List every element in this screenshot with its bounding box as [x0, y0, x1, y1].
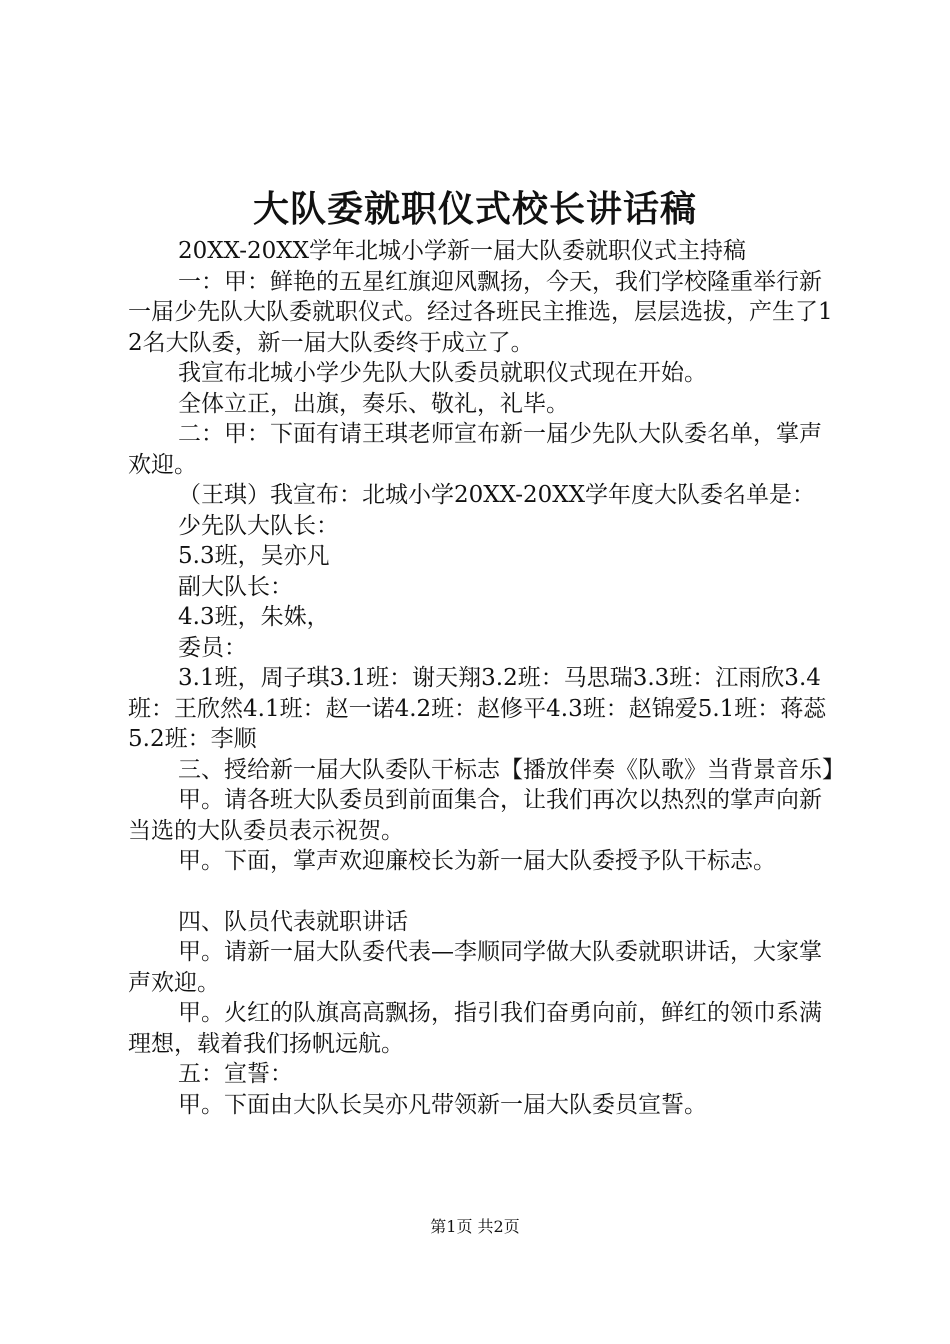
paragraph-section-three: 三、授给新一届大队委队干标志【播放伴奏《队歌》当背景音乐】: [178, 756, 845, 783]
paragraph-flag-poem: 甲。火红的队旗高高飘扬，指引我们奋勇向前，鲜红的领巾系满理想，载着我们扬帆远航。: [128, 1000, 822, 1057]
paragraph-section-two: 二：甲：下面有请王琪老师宣布新一届少先队大队委名单，掌声欢迎。: [128, 421, 822, 478]
paragraph-members-label: 委员：: [178, 634, 247, 661]
paragraph-captain-label: 少先队大队长：: [178, 512, 339, 539]
paragraph-principal: 甲。下面，掌声欢迎廉校长为新一届大队委授予队干标志。: [178, 848, 776, 874]
paragraph-opening: 一：甲：鲜艳的五星红旗迎风飘扬，今天，我们学校隆重举行新一届少先队大队委就职仪式。经过各班民主推选，层层选拔，产生了12名大队委，新一届大队委终于成立了。: [128, 268, 833, 356]
paragraph-gather: 甲。请各班大队委员到前面集合，让我们再次以热烈的掌声向新当选的大队委员表示祝贺。: [128, 787, 822, 844]
paragraph-captain-name: 5.3班，吴亦凡: [178, 543, 330, 569]
paragraph-list-intro: （王琪）我宣布：北城小学20XX-20XX学年度大队委名单是：: [178, 482, 815, 508]
paragraph-oath: 甲。下面由大队长吴亦凡带领新一届大队委员宣誓。: [178, 1091, 707, 1118]
paragraph-flag-ceremony: 全体立正，出旗，奏乐、敬礼，礼毕。: [178, 390, 569, 417]
paragraph-vice-name: 4.3班，朱姝，: [178, 604, 330, 630]
paragraph-section-five: 五：宣誓：: [178, 1061, 293, 1087]
document-title: 大队委就职仪式校长讲话稿: [252, 188, 697, 230]
paragraph-section-four: 四、队员代表就职讲话: [178, 908, 408, 935]
paragraph-announce-start: 我宣布北城小学少先队大队委员就职仪式现在开始。: [178, 360, 707, 386]
paragraph-speech-invite: 甲。请新一届大队委代表—李顺同学做大队委就职讲话，大家掌声欢迎。: [128, 939, 822, 996]
document-body: [128, 236, 845, 1120]
page-footer: 第1页 共2页: [430, 1217, 520, 1236]
paragraph-vice-label: 副大队长：: [178, 573, 293, 600]
paragraph-subtitle: 20XX-20XX学年北城小学新一届大队委就职仪式主持稿: [178, 238, 746, 264]
paragraph-members-list: 3.1班，周子琪3.1班：谢天翔3.2班：马思瑞3.3班：江雨欣3.4班：王欣然4.1班：赵一诺4.2班：赵修平4.3班：赵锦爱5.1班：蒋蕊5.2班：李顺: [128, 665, 827, 752]
